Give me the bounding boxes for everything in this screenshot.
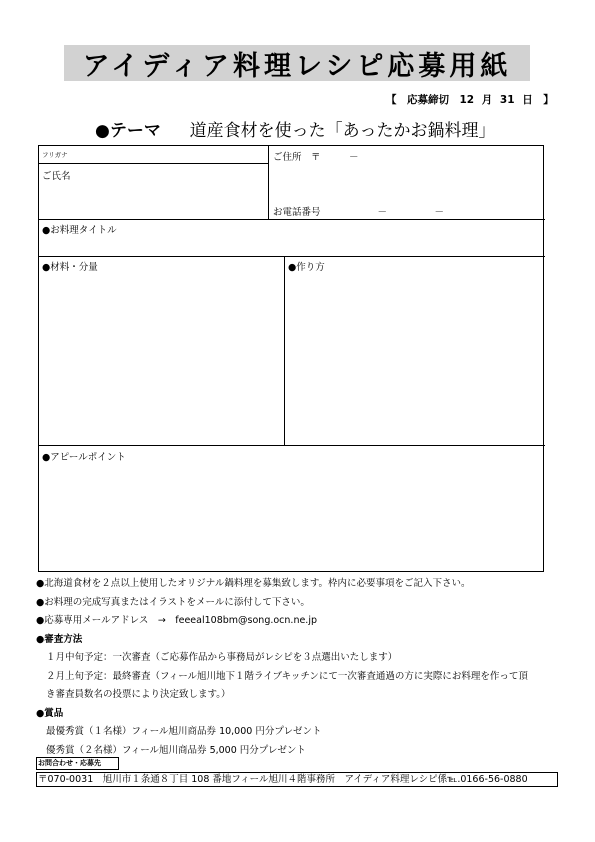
appeal-field[interactable] — [39, 446, 545, 572]
note-line: 最優秀賞（１名様）フィール旭川商品券 10,000 円分プレゼント — [46, 726, 322, 737]
phone-label: お電話番号 － － — [273, 207, 445, 218]
ingredients-label: ●材料・分量 — [42, 262, 98, 273]
note-line: ２月上旬予定：最終審査（フィール旭川地下１階ライブキッチンにて一次審査通過の方に実際にお料理を作って頂 — [46, 670, 528, 682]
note-heading: ●審査方法 — [36, 633, 83, 645]
deadline-text: 【 応募締切 12 月 31 日 】 — [386, 94, 554, 106]
note-line: ●北海道食材を２点以上使用したオリジナル鍋料理を募集致します。枠内に必要事項をご記入下さい。 — [36, 578, 471, 589]
dish-title-label: ●お料理タイトル — [42, 225, 117, 236]
method-label: ●作り方 — [288, 262, 325, 273]
appeal-label: ●アピールポイント — [42, 452, 126, 463]
note-line: ●お料理の完成写真またはイラストをメールに添付して下さい。 — [36, 596, 310, 608]
theme-label: ●テーマ — [95, 121, 161, 141]
ingredients-field[interactable] — [39, 257, 284, 445]
furigana-label: フリガナ — [42, 151, 68, 159]
note-line: き審査員数名の投票により決定致します。） — [46, 689, 231, 700]
application-form — [38, 145, 544, 572]
contact-address: 〒070-0031 旭川市１条通８丁目 108 番地フィール旭川４階事務所 アイディア料理レシピ係℡.0166-56-0880 — [36, 772, 558, 787]
name-field[interactable] — [39, 164, 268, 219]
theme-line — [95, 116, 496, 141]
note-line: ●応募専用メールアドレス → feeeal108bm@song.ocn.ne.jp — [36, 615, 317, 626]
address-label: ご住所 〒 － — [273, 152, 359, 163]
note-line: １月中旬予定：一次審査（ご応募作品から事務局がレシピを３点選出いたします） — [46, 652, 398, 663]
contact-tag: お問合わせ・応募先 — [36, 757, 119, 770]
theme-text: 道産食材を使った「あったかお鍋料理」 — [189, 121, 496, 141]
name-label: ご氏名 — [42, 171, 71, 182]
title-banner — [64, 45, 530, 81]
note-line: 優秀賞（２名様）フィール旭川商品券 5,000 円分プレゼント — [46, 744, 306, 756]
method-field[interactable] — [285, 257, 545, 445]
page-title: アイディア料理レシピ応募用紙 — [82, 50, 512, 82]
notes-block — [36, 575, 528, 760]
note-heading: ●賞品 — [36, 707, 64, 719]
